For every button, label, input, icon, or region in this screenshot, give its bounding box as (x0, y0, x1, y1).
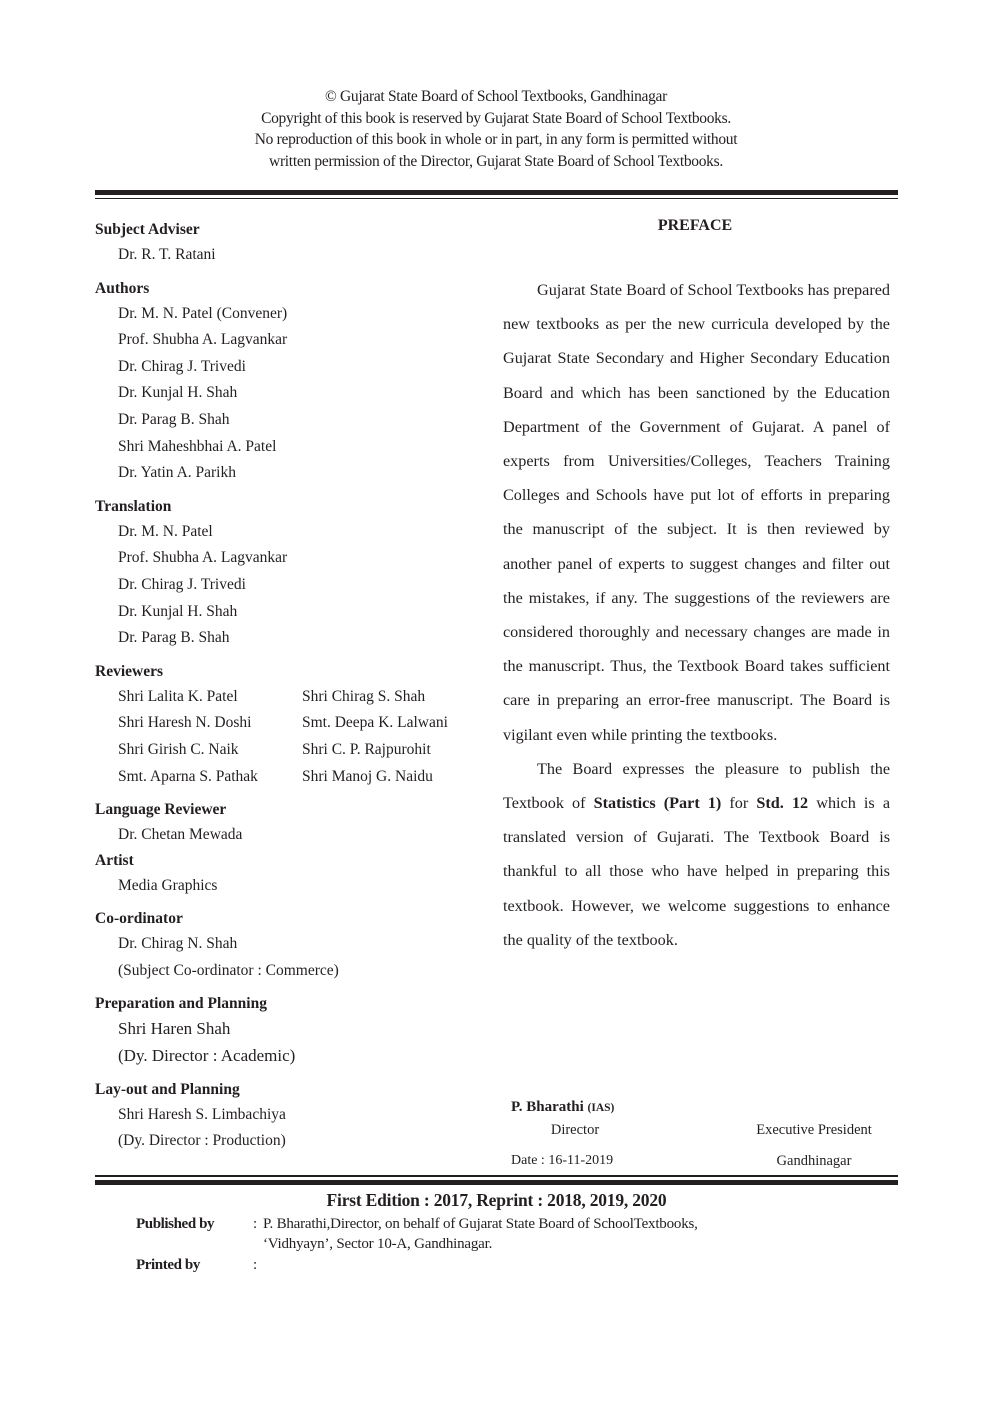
copyright-line: written permission of the Director, Gujarat State Board of School Textbooks. (269, 152, 723, 170)
section-heading-language-reviewer: Language Reviewer (95, 801, 227, 819)
executive-president-title: Executive President (756, 1122, 872, 1138)
credit-name: Media Graphics (118, 876, 218, 894)
credit-name: Shri Haresh S. Limbachiya (118, 1105, 286, 1123)
preface-date: Date : 16-11-2019 (511, 1153, 614, 1168)
credit-name: Dr. Chirag J. Trivedi (118, 357, 246, 375)
copyright-line: © Gujarat State Board of School Textbooks, Gandhinagar (324, 88, 668, 105)
published-by-address: ‘Vidhyayn’, Sector 10-A, Gandhinagar. (263, 1236, 493, 1252)
section-heading-preparation: Preparation and Planning (95, 995, 267, 1013)
signatory-role: Director (550, 1122, 600, 1138)
printed-by-colon: : (253, 1257, 258, 1273)
text-run: for (721, 794, 757, 813)
published-by-value: P. Bharathi,Director, on behalf of Gujarat State Board of SchoolTextbooks, (263, 1216, 698, 1232)
credit-name: Dr. M. N. Patel (118, 522, 213, 540)
credit-name: Dr. Yatin A. Parikh (118, 464, 236, 482)
reviewer-name: Shri Chirag S. Shah (302, 687, 426, 705)
credit-role: (Dy. Director : Production) (118, 1132, 286, 1150)
credits-column (95, 218, 495, 1155)
reviewer-row (95, 737, 495, 764)
bottom-rule-thin (95, 1175, 898, 1177)
signatory-name (511, 1099, 614, 1116)
signature-place: Gandhinagar (776, 1153, 852, 1169)
reviewer-row (95, 684, 495, 711)
text-run: which is a translated version of Gujarati. The Textbook Board is thankful to all those who have helped in preparing this textbook. However, we welcome suggestions to enhance the quality of the textbook. (503, 794, 891, 949)
reviewer-row (95, 764, 495, 791)
reviewer-row (95, 710, 495, 737)
copyright-line: No reproduction of this book in whole or in part, in any form is permitted without (254, 131, 738, 148)
subject-name: Statistics (Part 1) (593, 794, 722, 813)
published-by-label: Published by (136, 1216, 215, 1232)
text-run: The Board expresses the pleasure to publish the Textbook of (503, 759, 890, 813)
preface-paragraph-2 (503, 752, 890, 957)
credit-name: Prof. Shubha A. Lagvankar (118, 549, 288, 567)
top-rule-thin (95, 198, 898, 200)
reviewer-name: Smt. Aparna S. Pathak (118, 767, 258, 785)
bottom-rule-thick (95, 1180, 898, 1185)
section-heading-layout: Lay-out and Planning (95, 1080, 240, 1098)
reviewer-name: Shri Haresh N. Doshi (118, 714, 252, 732)
credit-role: (Dy. Director : Academic) (118, 1046, 296, 1066)
standard-name: Std. 12 (756, 794, 809, 813)
preface-body (503, 273, 890, 957)
credit-role: (Subject Co-ordinator : Commerce) (118, 961, 339, 979)
section-heading-authors: Authors (95, 279, 150, 297)
reviewer-name: Shri C. P. Rajpurohit (302, 740, 431, 758)
reviewer-name: Shri Manoj G. Naidu (302, 767, 433, 785)
section-heading-translation: Translation (95, 497, 172, 515)
credit-name: Prof. Shubha A. Lagvankar (118, 331, 288, 349)
published-by-colon: : (253, 1216, 258, 1232)
credit-name: Dr. M. N. Patel (Convener) (118, 304, 288, 322)
credit-name: Shri Maheshbhai A. Patel (118, 437, 277, 455)
credit-name: Dr. R. T. Ratani (118, 246, 216, 263)
credit-name: Dr. Parag B. Shah (118, 629, 230, 647)
signatory-suffix: (IAS) (587, 1102, 615, 1114)
reviewer-name: Shri Girish C. Naik (118, 740, 239, 758)
preface-paragraph-1: Gujarat State Board of School Textbooks has prepared new textbooks as per the new curricula developed by the Gujarat State Secondary and Higher Secondary Education Board and which has been sanctioned by the Education Department of the Government of Gujarat. A panel of experts from Universities/Colleges, Teachers Training Colleges and Schools have put lot of efforts in preparing the manuscript of the subject. It is then reviewed by another panel of experts to suggest changes and filter out the mistakes, if any. The suggestions of the reviewers are considered thoroughly and necessary changes are made in the manuscript. Thus, the Textbook Board takes sufficient care in preparing an error-free manuscript. The Board is vigilant even while printing the textbooks. (503, 281, 890, 744)
reviewer-name: Shri Lalita K. Patel (118, 687, 238, 705)
credit-name: Dr. Parag B. Shah (118, 410, 230, 428)
section-heading-reviewers: Reviewers (95, 662, 163, 680)
preface-title: PREFACE (657, 217, 733, 234)
reviewer-name: Smt. Deepa K. Lalwani (302, 714, 448, 732)
copyright-line: Copyright of this book is reserved by Gujarat State Board of School Textbooks. (261, 109, 731, 127)
credit-name: Dr. Kunjal H. Shah (118, 602, 238, 620)
printed-by-label: Printed by (136, 1257, 200, 1273)
section-heading-artist: Artist (95, 851, 134, 869)
section-heading-subject-adviser: Subject Adviser (95, 221, 200, 238)
edition-info: First Edition : 2017, Reprint : 2018, 2019, 2020 (326, 1190, 667, 1210)
credit-name: Dr. Chirag N. Shah (118, 935, 238, 953)
credit-name: Dr. Chetan Mewada (118, 826, 243, 844)
credit-name: Dr. Chirag J. Trivedi (118, 575, 246, 593)
top-rule-thick (95, 190, 898, 195)
copyright-notice (150, 86, 842, 172)
credit-name: Shri Haren Shah (118, 1019, 231, 1039)
section-heading-coordinator: Co-ordinator (95, 910, 183, 928)
signatory-name-text: P. Bharathi (511, 1099, 584, 1115)
credit-name: Dr. Kunjal H. Shah (118, 384, 238, 402)
